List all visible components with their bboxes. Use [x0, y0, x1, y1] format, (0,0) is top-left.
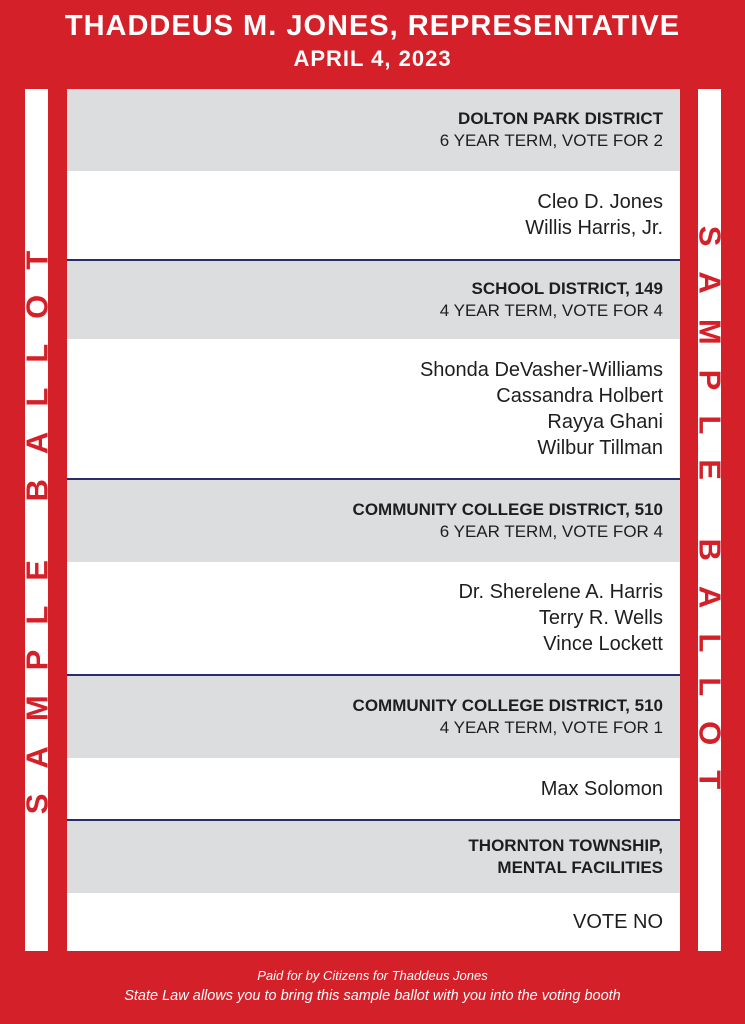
race-candidates-college-510-4yr	[67, 758, 680, 819]
sample-ballot-label-left: SAMPLE BALLOT	[19, 225, 54, 815]
race-term: 6 YEAR TERM, VOTE FOR 2	[439, 131, 663, 150]
race-candidates-college-510-6yr	[67, 562, 680, 674]
race-candidates-dolton-park	[67, 171, 680, 259]
race-title: COMMUNITY COLLEGE DISTRICT, 510	[352, 500, 663, 519]
paid-for-notice: Paid for by Citizens for Thaddeus Jones	[257, 968, 488, 983]
candidate-name: Willis Harris, Jr.	[525, 217, 663, 239]
header-title: THADDEUS M. JONES, REPRESENTATIVE	[64, 10, 681, 42]
sample-ballot-strip-right	[692, 89, 727, 951]
race-term: 4 YEAR TERM, VOTE FOR 1	[439, 718, 663, 737]
race-title: DOLTON PARK DISTRICT	[458, 109, 663, 128]
candidate-name: Max Solomon	[540, 777, 663, 800]
candidate-name: Vince Lockett	[543, 633, 663, 655]
ballot-panel	[67, 89, 680, 951]
race-title: SCHOOL DISTRICT, 149	[471, 279, 663, 298]
candidate-name: Shonda DeVasher-Williams	[419, 358, 663, 381]
candidate-name: Rayya Ghani	[547, 410, 663, 433]
header-date: APRIL 4, 2023	[293, 46, 452, 71]
vote-choice: VOTE NO	[572, 911, 663, 933]
candidate-name: Wilbur Tillman	[537, 436, 663, 459]
candidate-name: Cassandra Holbert	[496, 384, 663, 407]
candidate-name: Dr. Sherelene A. Harris	[458, 581, 663, 603]
race-header-college-510-4yr	[67, 676, 680, 758]
race-candidates-thornton-township	[67, 893, 680, 951]
ballot-header	[0, 8, 745, 74]
candidate-name: Terry R. Wells	[538, 607, 663, 629]
race-term: 4 YEAR TERM, VOTE FOR 4	[439, 301, 663, 320]
race-candidates-school-district	[67, 339, 680, 478]
race-header-college-510-6yr	[67, 480, 680, 562]
race-header-school-district	[67, 261, 680, 339]
state-law-notice: State Law allows you to bring this sample ballot with you into the voting booth	[124, 988, 621, 1004]
race-header-dolton-park	[67, 89, 680, 171]
race-title: THORNTON TOWNSHIP,	[468, 836, 663, 855]
race-title: COMMUNITY COLLEGE DISTRICT, 510	[352, 696, 663, 715]
race-header-thornton-township	[67, 821, 680, 893]
sample-ballot-label-right: SAMPLE BALLOT	[692, 225, 727, 815]
ballot-footer	[0, 966, 745, 1006]
race-term: 6 YEAR TERM, VOTE FOR 4	[439, 522, 663, 541]
race-title-line-2: MENTAL FACILITIES	[497, 858, 663, 877]
sample-ballot-strip-left	[19, 89, 54, 951]
candidate-name: Cleo D. Jones	[537, 191, 663, 213]
